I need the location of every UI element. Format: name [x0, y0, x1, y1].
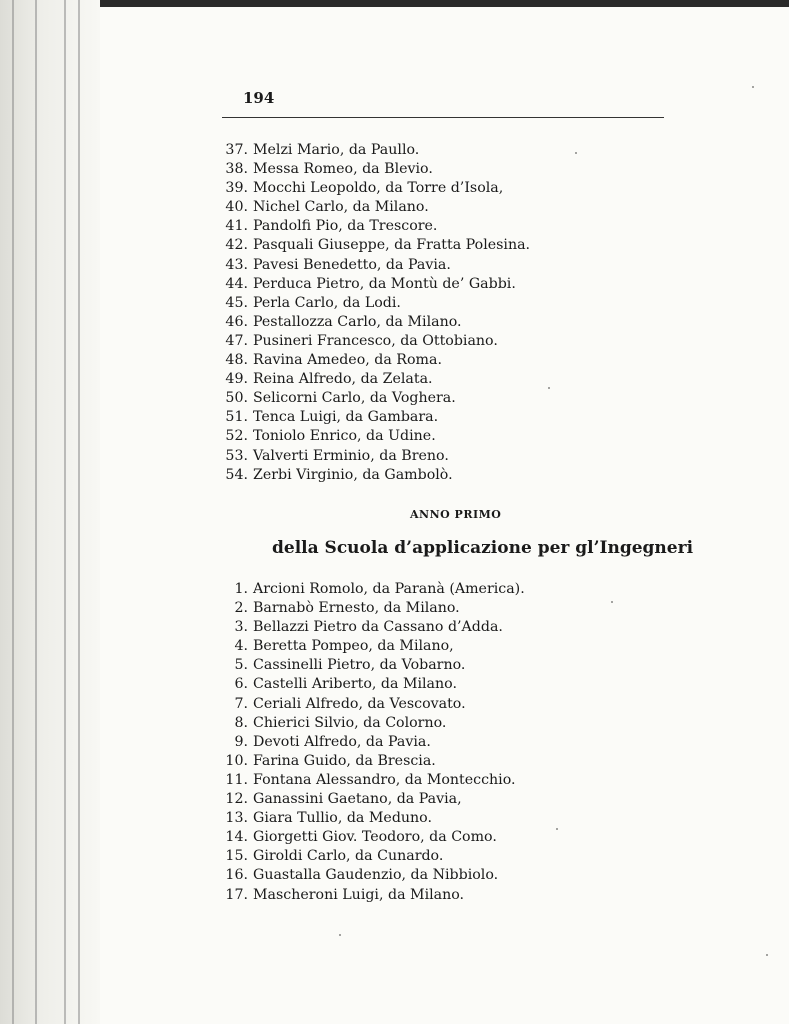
binding-gutter [0, 0, 100, 1024]
list-item [216, 675, 525, 694]
list-item [216, 637, 525, 656]
entry-text: Ganassini Gaetano, da Pavia, [253, 791, 462, 808]
entry-text: Devoti Alfredo, da Pavia. [253, 733, 431, 750]
list-item [216, 332, 530, 351]
list-item [216, 752, 525, 771]
print-speck [339, 934, 341, 936]
entry-number: 42. [225, 237, 248, 254]
list-item [216, 886, 525, 905]
list-item [216, 427, 530, 446]
list-item [216, 733, 525, 752]
gutter-line [64, 0, 66, 1024]
entry-text: Melzi Mario, da Paullo. [253, 142, 420, 158]
list-item [216, 160, 530, 179]
entry-number: 13. [225, 810, 248, 827]
entry-text: Giroldi Carlo, da Cunardo. [253, 848, 444, 865]
entry-number: 49. [225, 371, 248, 388]
entry-number: 41. [225, 218, 248, 235]
entry-text: Chierici Silvio, da Colorno. [253, 714, 447, 731]
list-item [216, 217, 530, 236]
list-item [216, 828, 525, 847]
entry-text: Perduca Pietro, da Montù de’ Gabbi. [253, 275, 516, 292]
entry-number: 40. [225, 199, 248, 216]
list-item [216, 256, 530, 275]
entry-text: Reina Alfredo, da Zelata. [253, 371, 433, 388]
entry-text: Mascheroni Luigi, da Milano. [253, 886, 465, 903]
entry-number: 5. [234, 657, 248, 674]
list-item [216, 618, 525, 637]
entry-text: Cassinelli Pietro, da Vobarno. [253, 657, 466, 674]
entry-number: 51. [225, 409, 248, 426]
entry-number: 53. [225, 447, 248, 464]
list-item [216, 466, 530, 485]
list-item [216, 389, 530, 408]
entry-text: Barnabò Ernesto, da Milano. [253, 600, 460, 617]
entry-text: Farina Guido, da Brescia. [253, 752, 436, 769]
entry-number: 52. [225, 428, 248, 445]
entry-text: Giorgetti Giov. Teodoro, da Como. [253, 829, 497, 846]
page-number: 194 [243, 89, 275, 107]
entry-text: Pandolfi Pio, da Trescore. [253, 218, 438, 235]
entry-number: 39. [225, 180, 248, 197]
entry-number: 45. [225, 294, 248, 311]
entry-number: 17. [225, 886, 248, 903]
list-item [216, 370, 530, 389]
list-item [216, 847, 525, 866]
gutter-line [78, 0, 80, 1024]
entry-number: 12. [225, 791, 248, 808]
entry-number: 7. [234, 695, 248, 712]
entry-number: 44. [225, 275, 248, 292]
list-item [216, 447, 530, 466]
list-item [216, 656, 525, 675]
student-list-continued [216, 141, 530, 485]
list-item [216, 771, 525, 790]
entry-number: 16. [225, 867, 248, 884]
entry-number: 6. [234, 676, 248, 693]
entry-text: Guastalla Gaudenzio, da Nibbiolo. [253, 867, 499, 884]
list-item [216, 351, 530, 370]
entry-text: Nichel Carlo, da Milano. [253, 199, 429, 216]
entry-text: Valverti Erminio, da Breno. [253, 447, 449, 464]
entry-text: Pusineri Francesco, da Ottobiano. [253, 332, 498, 349]
page-top-edge [0, 0, 789, 7]
list-item [216, 580, 525, 599]
entry-text: Zerbi Virginio, da Gambolò. [253, 466, 453, 483]
print-speck [752, 86, 754, 88]
entry-text: Bellazzi Pietro da Cassano d’Adda. [253, 619, 503, 636]
entry-number: 14. [225, 829, 248, 846]
entry-number: 2. [234, 600, 248, 617]
list-item [216, 408, 530, 427]
gutter-line [35, 0, 37, 1024]
entry-text: Beretta Pompeo, da Milano, [253, 638, 454, 655]
list-item [216, 275, 530, 294]
print-speck [548, 387, 550, 389]
entry-text: Pasquali Giuseppe, da Fratta Polesina. [253, 237, 531, 254]
list-item [216, 198, 530, 217]
entry-number: 43. [225, 256, 248, 273]
entry-number: 4. [234, 638, 248, 655]
entry-number: 9. [234, 733, 248, 750]
entry-text: Pestallozza Carlo, da Milano. [253, 313, 462, 330]
entry-number: 8. [234, 714, 248, 731]
student-list-first-year [216, 580, 525, 905]
entry-number: 38. [225, 161, 248, 178]
header-rule [222, 117, 664, 118]
entry-number: 50. [225, 390, 248, 407]
entry-text: Perla Carlo, da Lodi. [253, 294, 401, 311]
entry-number: 47. [225, 332, 248, 349]
entry-text: Fontana Alessandro, da Montecchio. [253, 771, 516, 788]
entry-number: 54. [225, 466, 248, 483]
list-item [216, 866, 525, 885]
entry-text: Ceriali Alfredo, da Vescovato. [253, 695, 466, 712]
entry-text: Arcioni Romolo, da Paranà (America). [253, 581, 525, 597]
entry-text: Selicorni Carlo, da Voghera. [253, 390, 456, 407]
section-title: della Scuola d’applicazione per gl’Ingegneri [272, 538, 694, 558]
list-item [216, 236, 530, 255]
list-item [216, 790, 525, 809]
print-speck [611, 601, 613, 603]
entry-number: 3. [234, 619, 248, 636]
print-speck [575, 152, 577, 154]
list-item [216, 599, 525, 618]
entry-text: Giara Tullio, da Meduno. [253, 810, 432, 827]
list-item [216, 714, 525, 733]
list-item [216, 179, 530, 198]
entry-text: Messa Romeo, da Blevio. [253, 161, 433, 178]
list-item [216, 294, 530, 313]
entry-number: 1. [234, 581, 248, 597]
entry-number: 48. [225, 352, 248, 369]
entry-number: 46. [225, 313, 248, 330]
entry-text: Toniolo Enrico, da Udine. [253, 428, 436, 445]
entry-number: 10. [225, 752, 248, 769]
entry-text: Pavesi Benedetto, da Pavia. [253, 256, 451, 273]
list-item [216, 141, 530, 160]
entry-number: 15. [225, 848, 248, 865]
list-item [216, 695, 525, 714]
print-speck [556, 828, 558, 830]
entry-number: 37. [225, 142, 248, 158]
entry-text: Ravina Amedeo, da Roma. [253, 352, 442, 369]
section-label: ANNO PRIMO [410, 508, 502, 521]
print-speck [766, 954, 768, 956]
list-item [216, 313, 530, 332]
entry-text: Castelli Ariberto, da Milano. [253, 676, 457, 693]
list-item [216, 809, 525, 828]
entry-text: Mocchi Leopoldo, da Torre d’Isola, [253, 180, 504, 197]
gutter-line [12, 0, 14, 1024]
entry-text: Tenca Luigi, da Gambara. [253, 409, 439, 426]
entry-number: 11. [225, 771, 248, 788]
